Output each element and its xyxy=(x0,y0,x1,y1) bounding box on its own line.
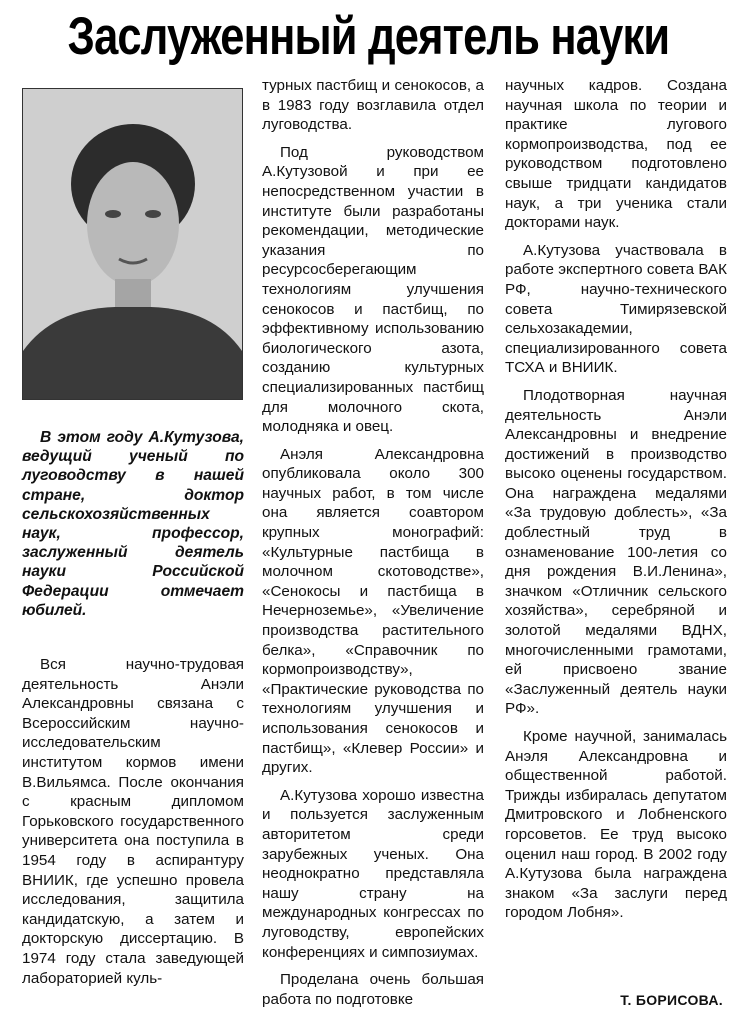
paragraph: Под руководством А.Кутузовой и при ее непосредственном участии в институте были разработаны рекомендации, методические указания по ресурсосберегающим технологиям улучшения сенокосов и пастбищ, по эффективному использованию биологического азота, созданию культурных специализированных пастбищ для молочного скота, молодняка и овец. xyxy=(262,143,484,436)
paragraph: Кроме научной, занималась Анэля Александровна и общественной работой. Трижды избиралась депутатом Дмитровского и Лобненского горсоветов. Ее труд высоко оценил наш город. В 2002 году А.Кутузова была награждена знаком «За заслуги перед городом Лобня». xyxy=(505,728,727,922)
article-column-2 xyxy=(262,76,484,1009)
author-signature: Т. БОРИСОВА. xyxy=(620,992,723,1008)
article-column-1 xyxy=(22,655,244,988)
paragraph: турных пастбищ и сенокосов, а в 1983 году возглавила отдел луговодства. xyxy=(262,77,484,134)
paragraph: научных кадров. Создана научная школа по теории и практике лугового кормопроизводства, под ее руководством подготовлено свыше тридцати кандидатов наук, а три ученика стали докторами наук. xyxy=(505,77,727,232)
article-column-3 xyxy=(505,76,727,923)
paragraph: Вся научно-трудовая деятельность Анэли Александровны связана с Всероссийским научно-исследовательским институтом кормов имени В.Вильямса. После окончания с красным дипломом Горьковского государственного университета она поступила в 1954 году в аспирантуру ВНИИК, где успешно провела исследования, защитила кандидатскую, а затем и докторскую диссертацию. В 1974 году стала заведующей лабораторией куль- xyxy=(22,656,244,987)
paragraph: Проделана очень большая работа по подготовке xyxy=(262,971,484,1008)
paragraph: Анэля Александровна опубликовала около 300 научных работ, в том числе она является соавтором крупных монографий: «Культурные пастбища в молочном скотоводстве», «Сенокосы и пастбища в Нечерноземье», «Увеличение производства растительного белка», «Справочник по кормопроизводству», «Практические руководства по технологиям улучшения и использования сенокосов и пастбищ», «Клевер России» и других. xyxy=(262,445,484,777)
paragraph: А.Кутузова участвовала в работе экспертного совета ВАК РФ, научно-технического совета Тимирязевской сельхозакадемии, специализированного совета ТСХА и ВНИИК. xyxy=(505,241,727,377)
portrait-photo xyxy=(22,88,243,400)
article-headline: Заслуженный деятель науки xyxy=(67,7,670,66)
lead-paragraph: В этом году А.Кутузова, ведущий ученый по луговодству в нашей стране, доктор сельскохозяйственных наук, профессор, заслуженный деятель науки Российской Федерации отмечает юбилей. xyxy=(22,429,244,619)
portrait-icon xyxy=(23,89,242,399)
paragraph: А.Кутузова хорошо известна и пользуется заслуженным авторитетом среди зарубежных ученых. Она неоднократно представляла нашу страну на международных конгрессах по луговодству, европейских конференциях и симпозиумах. xyxy=(262,786,484,961)
paragraph: Плодотворная научная деятельность Анэли Александровны и внедрение достижений в производство высоко оценены государством. Она награждена медалями «За трудовую доблесть», «За доблестный труд в ознаменование 100-летия со дня рождения В.И.Ленина», значком «Отличник сельского хозяйства», серебряной и золотой медалями ВДНХ, многочисленными грамотами, ей присвоено звание «Заслуженный деятель науки РФ». xyxy=(505,386,727,718)
